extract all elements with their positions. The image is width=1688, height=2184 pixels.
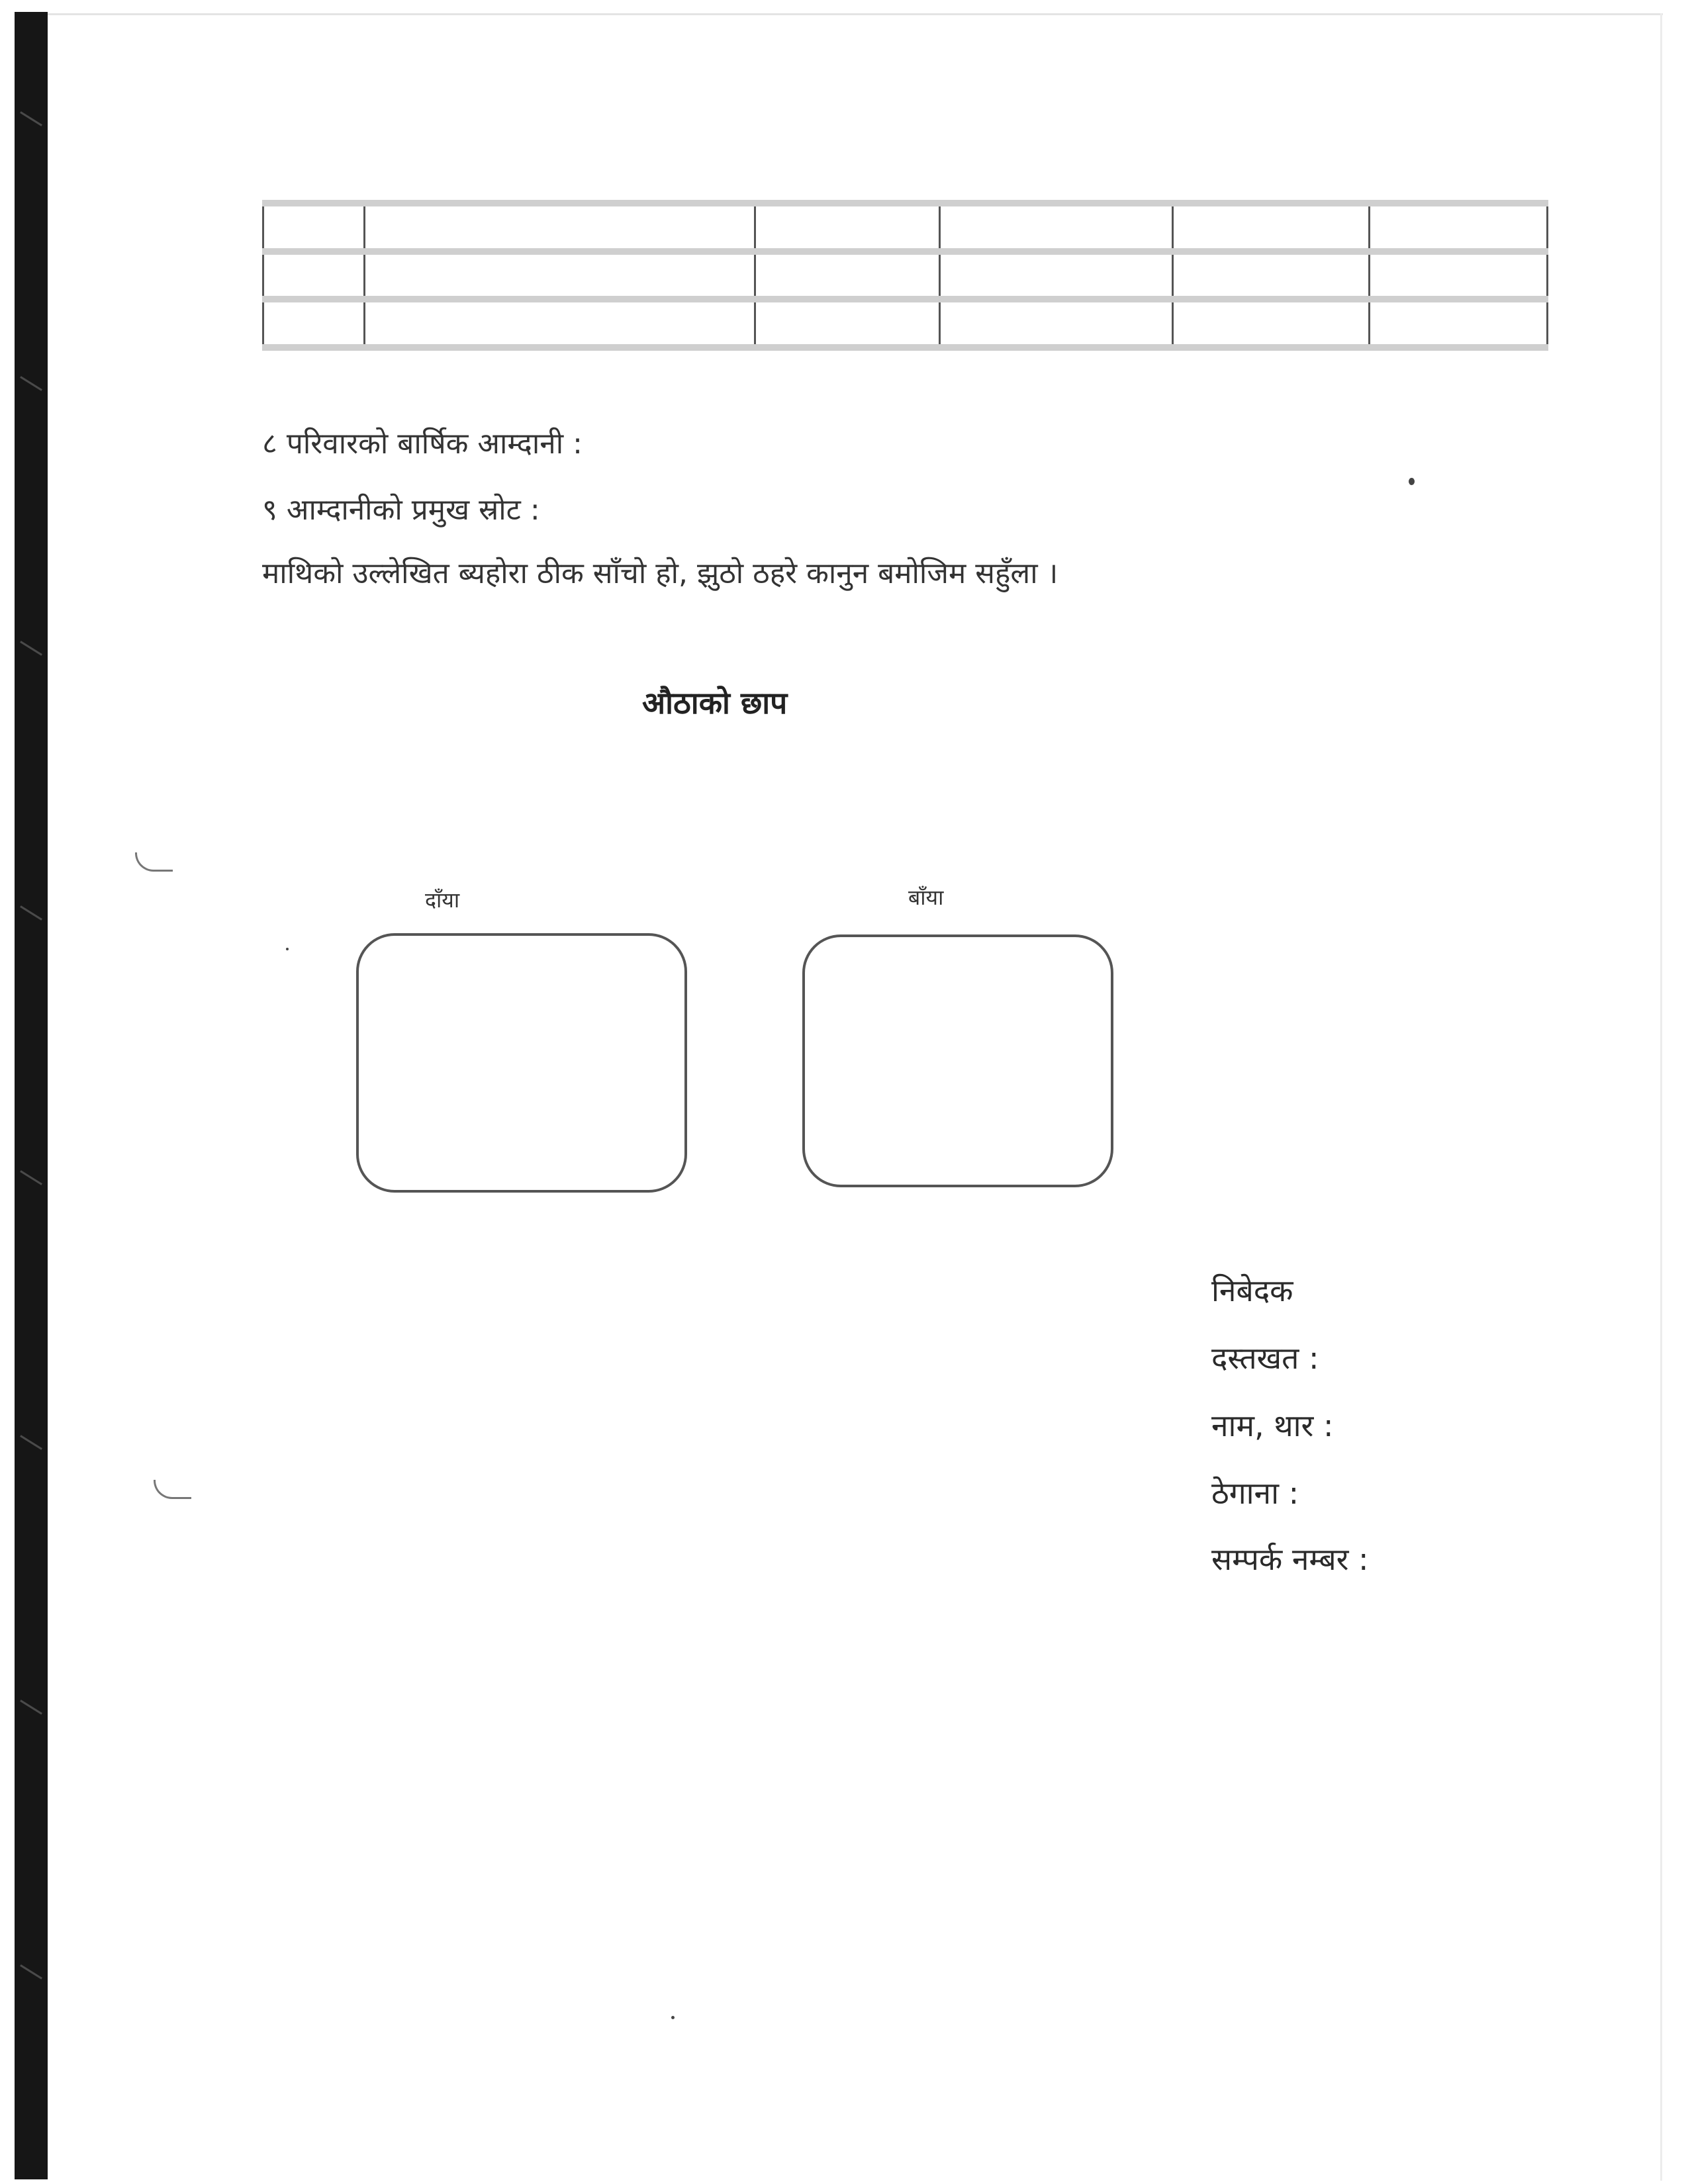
family-table bbox=[262, 200, 1548, 351]
table-cell[interactable] bbox=[263, 203, 365, 251]
scan-mark bbox=[154, 1480, 191, 1499]
scan-speck bbox=[671, 2016, 675, 2019]
name-field-label: नाम, थार : bbox=[1211, 1408, 1334, 1443]
scan-right-edge bbox=[1660, 13, 1662, 2181]
edge-mark bbox=[20, 1700, 42, 1715]
table-cell[interactable] bbox=[1370, 251, 1548, 300]
scan-speck bbox=[286, 948, 289, 950]
edge-mark bbox=[20, 1170, 42, 1185]
table-row bbox=[263, 251, 1548, 300]
table-cell[interactable] bbox=[1370, 299, 1548, 347]
scan-mark bbox=[135, 852, 173, 872]
right-thumbprint-box[interactable] bbox=[356, 933, 687, 1193]
table-cell[interactable] bbox=[263, 251, 365, 300]
table-cell[interactable] bbox=[755, 299, 940, 347]
table-cell[interactable] bbox=[755, 203, 940, 251]
edge-mark bbox=[20, 641, 42, 656]
table-cell[interactable] bbox=[1173, 251, 1370, 300]
declaration-text: माथिको उल्लेखित ब्यहोरा ठीक साँचो हो, झुठो ठहरे कानुन बमोजिम सहुँला । bbox=[262, 557, 1058, 590]
left-thumb-label: बाँया bbox=[908, 885, 944, 910]
table-row bbox=[263, 299, 1548, 347]
table-cell[interactable] bbox=[940, 251, 1173, 300]
right-thumb-label: दाँया bbox=[425, 887, 460, 913]
table-cell[interactable] bbox=[755, 251, 940, 300]
table-cell[interactable] bbox=[940, 299, 1173, 347]
scan-top-edge bbox=[48, 13, 1663, 15]
family-table-body bbox=[263, 203, 1548, 347]
scan-speck bbox=[1409, 478, 1415, 485]
income-source-label: ९ आम्दानीको प्रमुख स्रोट : bbox=[262, 493, 540, 527]
edge-mark bbox=[20, 1435, 42, 1450]
edge-mark bbox=[20, 1964, 42, 1979]
contact-number-label: सम्पर्क नम्बर : bbox=[1211, 1541, 1369, 1577]
edge-mark bbox=[20, 376, 42, 391]
table-cell[interactable] bbox=[1173, 203, 1370, 251]
table-cell[interactable] bbox=[365, 251, 755, 300]
signature-field-label: दस्तखत : bbox=[1211, 1340, 1319, 1376]
table-cell[interactable] bbox=[263, 299, 365, 347]
edge-mark bbox=[20, 111, 42, 126]
scan-binding-edge bbox=[15, 12, 48, 2179]
table-cell[interactable] bbox=[365, 203, 755, 251]
thumbprint-heading: औठाको छाप bbox=[642, 685, 788, 721]
table-cell[interactable] bbox=[365, 299, 755, 347]
address-field-label: ठेगाना : bbox=[1211, 1475, 1299, 1511]
table-cell[interactable] bbox=[1370, 203, 1548, 251]
applicant-label: निबेदक bbox=[1211, 1273, 1293, 1308]
left-thumbprint-box[interactable] bbox=[802, 934, 1113, 1187]
table-cell[interactable] bbox=[1173, 299, 1370, 347]
edge-mark bbox=[20, 905, 42, 921]
annual-income-label: ८ परिवारको बार्षिक आम्दानी : bbox=[262, 427, 583, 461]
table-row bbox=[263, 203, 1548, 251]
table-cell[interactable] bbox=[940, 203, 1173, 251]
